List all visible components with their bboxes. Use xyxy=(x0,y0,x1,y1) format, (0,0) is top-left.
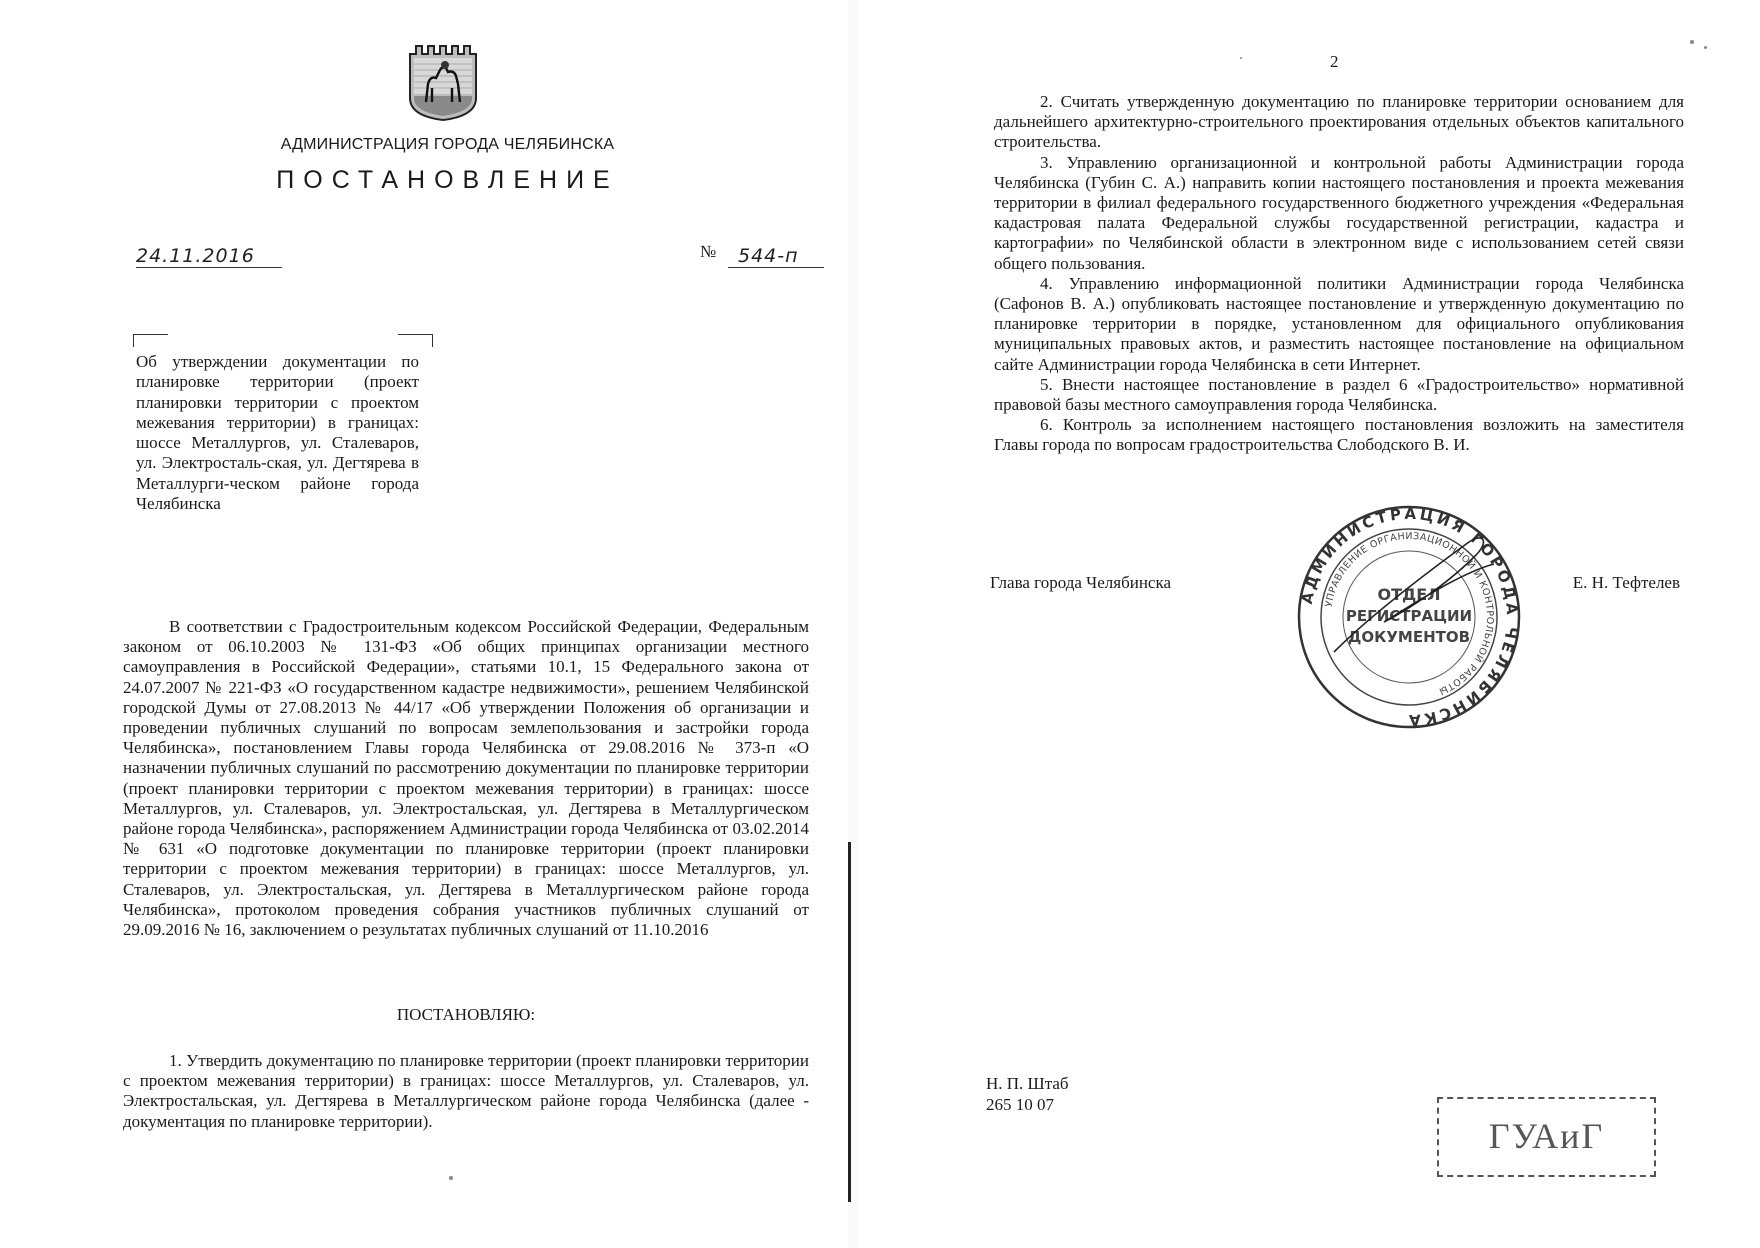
executor-phone: 265 10 07 xyxy=(986,1095,1054,1114)
date-field xyxy=(136,245,282,268)
decree-items-2-6 xyxy=(994,92,1684,456)
department-box-stamp xyxy=(1437,1097,1656,1177)
page-number: 2 xyxy=(1330,52,1339,71)
number-label: № xyxy=(700,242,717,261)
decree-item-5: 5. Внести настоящее постановление в раздел 6 «Градостроительство» нормативной правовой базы местного самоуправления города Челябинска. xyxy=(994,374,1684,415)
seal-center-line-1: ОТДЕЛ xyxy=(1377,585,1441,604)
decree-item-2: 2. Считать утвержденную документацию по планировке территории основанием для дальнейшего архитектурно-строительного проектирования отдельных объектов капитального строительства. xyxy=(994,92,1684,152)
document-subject: Об утверждении документации по планировке территории (проект планировки территории с проектом межевания территории) в границах: шоссе Металлургов, ул. Сталеваров, ул. Электросталь-ская, ул. Дегтярева в Металлурги-ческом районе города Челябинска xyxy=(136,352,419,514)
seal-center-line-3: ДОКУМЕНТОВ xyxy=(1347,628,1471,646)
seal-center-line-2: РЕГИСТРАЦИИ xyxy=(1345,607,1473,625)
executor-info xyxy=(986,1073,1069,1115)
box-stamp-text: ГУАиГ xyxy=(1488,1116,1605,1156)
scan-speck xyxy=(1690,40,1694,44)
decree-item-6: 6. Контроль за исполнением настоящего постановления возложить на заместителя Главы города по вопросам градостроительства Слободского В. И. xyxy=(994,415,1684,455)
fold-line xyxy=(848,842,851,1202)
decree-item-4: 4. Управлению информационной политики Администрации города Челябинска (Сафонов В. А.) опубликовать настоящее постановление и утвержденную документацию по планировке территории в порядке, установленном для официального опубликования муниципальных правовых актов, и разместить настоящее постановление на официальном сайте Администрации города Челябинска в сети Интернет. xyxy=(994,273,1684,374)
seal-inner-text: УПРАВЛЕНИЕ ОРГАНИЗАЦИОННОЙ И КОНТРОЛЬНОЙ РАБОТЫ xyxy=(1323,530,1496,697)
executor-name: Н. П. Штаб xyxy=(986,1074,1069,1093)
date-handwritten: 24.11.2016 xyxy=(136,245,255,267)
scan-speck xyxy=(1704,46,1707,49)
chelyabinsk-coat-of-arms-icon xyxy=(408,40,478,122)
document-type-title: ПОСТАНОВЛЕНИЕ xyxy=(276,166,619,194)
decree-item-1: 1. Утвердить документацию по планировке территории (проект планировки территории с проектом межевания территории) в границах: шоссе Металлургов, ул. Сталеваров, ул. Электростальская, ул. Дегтярева в Металлургическом районе города Челябинска (далее - документация по планировке территории). xyxy=(123,1051,809,1131)
seal-outer-text: АДМИНИСТРАЦИЯ ГОРОДА ЧЕЛЯБИНСКА xyxy=(1297,504,1522,730)
number-field xyxy=(728,245,824,268)
page-1 xyxy=(0,0,848,1248)
subject-bracket-right xyxy=(398,334,433,347)
official-round-seal xyxy=(1294,502,1524,732)
decree-item-3: 3. Управлению организационной и контрольной работы Администрации города Челябинска (Губин С. А.) направить копии настоящего постановления и проекта межевания территории в филиал федерального государственного бюджетного учреждения «Федеральная кадастровая палата Федеральной службы государственной регистрации, кадастра и картографии» по Челябинской области в электронном виде с использованием сетей связи общего пользования. xyxy=(994,152,1684,273)
signer-name: Е. Н. Тефтелев xyxy=(1572,573,1680,592)
preamble-paragraph: В соответствии с Градостроительным кодексом Российской Федерации, Федеральным законом от 06.10.2003 № 131-ФЗ «Об общих принципах организации местного самоуправления в Российской Федерации», статьями 10.1, 15 Федерального закона от 24.07.2007 № 221-ФЗ «О государственном кадастре недвижимости», решением Челябинской городской Думы от 27.08.2013 № 44/17 «Об утверждении Положения об организации и проведении публичных слушаний по вопросам землепользования и застройки города Челябинска», постановлением Главы города Челябинска от 29.08.2016 № 373-п «О назначении публичных слушаний по рассмотрению документации по планировке территории (проект планировки территории с проектом межевания территории) в границах: шоссе Металлургов, ул. Сталеваров, ул. Электростальская, ул. Дегтярева в Металлургическом районе города Челябинска», распоряжением Администрации города Челябинска от 03.02.2014 № 631 «О подготовке документации по планировке территории (проект планировки территории с проектом межевания территории) в границах: шоссе Металлургов, ул. Сталеваров, ул. Электростальская, ул. Дегтярева в Металлургическом районе города Челябинска», протоколом проведения собрания участников публичных слушаний от 29.09.2016 № 16, заключением о результатах публичных слушаний от 11.10.2016 xyxy=(123,617,809,940)
signer-title: Глава города Челябинска xyxy=(990,573,1172,592)
number-handwritten: 544-п xyxy=(738,245,799,267)
scan-speck xyxy=(449,1176,453,1180)
scan-speck xyxy=(1240,57,1242,59)
administration-title: АДМИНИСТРАЦИЯ ГОРОДА ЧЕЛЯБИНСКА xyxy=(280,136,615,153)
subject-bracket-left xyxy=(133,334,168,347)
decree-heading: ПОСТАНОВЛЯЮ: xyxy=(396,1005,536,1024)
